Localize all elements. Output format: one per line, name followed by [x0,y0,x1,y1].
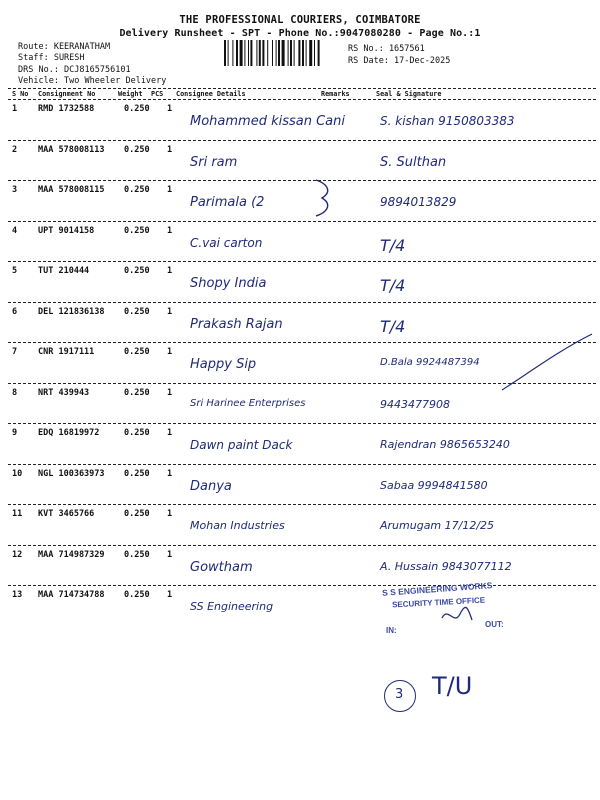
row-consignee-handwritten: Gowtham [190,559,253,575]
barcode-bar [244,40,245,66]
col-header-pcs: PCS [151,90,164,98]
table-header-rule [8,99,596,100]
row-consignee-handwritten: Mohammed kissan Cani [190,114,346,129]
company-title: THE PROFESSIONAL COURIERS, COIMBATORE [179,14,421,26]
barcode-bar [224,40,226,66]
row-sno: 10 [12,468,23,479]
row-pcs: 1 [167,306,173,317]
barcode-bar [302,40,304,66]
row-consignment-no: MAA 714734788 [38,590,105,600]
row-consignment-no: EDQ 16819972 [38,428,100,438]
row-divider [8,261,596,262]
col-header-weight: Weight [118,90,143,98]
row-signature-handwritten: 9894013829 [380,195,457,209]
row-weight: 0.250 [124,266,150,276]
row-pcs: 1 [167,225,173,236]
row-consignee-handwritten: SS Engineering [190,600,274,613]
row-consignee-handwritten: Happy Sip [190,357,257,372]
barcode-bar [298,40,300,66]
stamp-company: S S ENGINEERING WORKS [381,580,493,598]
barcode-bar [294,40,295,66]
barcode-bar [318,40,320,66]
row-signature-handwritten: S. Sulthan [380,154,447,170]
row-weight: 0.250 [124,306,150,317]
row-weight: 0.250 [124,468,150,479]
row-divider [8,302,596,303]
stamp-in: IN: [386,626,397,635]
footnote-mark: T/U [432,672,473,700]
row-consignee-handwritten: Prakash Rajan [190,316,283,332]
barcode-bar [290,40,292,66]
circled-number-text: 3 [395,687,404,702]
row-divider [8,221,596,222]
row-sno: 6 [12,306,18,317]
row-weight: 0.250 [124,185,150,195]
row-consignee-handwritten: Mohan Industries [190,519,285,532]
drs-label: DRS No.: DCJ8165756101 [18,65,131,75]
row-signature-handwritten: Arumugam 17/12/25 [380,519,495,532]
row-consignee-handwritten: Dawn paint Dack [190,438,293,452]
row-pcs: 1 [167,549,173,560]
row-weight: 0.250 [124,225,150,236]
row-sno: 7 [12,347,18,357]
row-signature-handwritten: S. kishan 9150803383 [380,114,515,128]
row-pcs: 1 [167,428,173,438]
barcode-bar [236,40,238,66]
barcode-bar [272,40,273,66]
stamp-office: SECURITY TIME OFFICE [391,595,486,610]
row-divider [8,545,596,546]
row-pcs: 1 [167,590,173,600]
row-divider [8,464,596,465]
circled-number [384,680,416,712]
barcode-bar [267,40,268,66]
row-divider [8,504,596,505]
row-sno: 13 [12,590,23,600]
row-consignment-no: TUT 210444 [38,266,90,276]
barcode-bar [314,40,315,66]
barcode-bar [240,40,243,66]
row-pcs: 1 [167,266,173,276]
row-sno: 5 [12,266,18,276]
barcode-bar [262,40,264,66]
row-weight: 0.250 [124,590,150,600]
row-consignment-no: DEL 121836138 [38,306,105,317]
row-consignment-no: MAA 578008115 [38,185,105,195]
brace-mark [310,178,340,218]
col-header-consignment: Consignment No [38,90,96,98]
row-consignee-handwritten: Parimala (2 [190,195,265,210]
row-signature-handwritten: Rajendran 9865653240 [380,438,510,451]
row-weight: 0.250 [124,104,150,114]
col-header-sno: S No [12,90,29,98]
barcode-bar [248,40,249,66]
barcode-bar [278,40,280,66]
row-signature-handwritten: T/4 [380,276,406,295]
row-consignment-no: MAA 714987329 [38,549,105,560]
route-label: Route: KEERANATHAM [18,42,111,52]
col-header-seal: Seal & Signature [376,90,442,98]
row-sno: 9 [12,428,18,438]
row-consignee-handwritten: Shopy India [190,276,267,291]
row-consignment-no: NRT 439943 [38,387,90,398]
row-pcs: 1 [167,387,173,398]
row-consignment-no: NGL 100363973 [38,468,105,479]
row-divider [8,423,596,424]
row-consignee-handwritten: Sri ram [190,154,238,170]
row-signature-handwritten: 9443477908 [380,397,450,411]
barcode-bar [256,40,257,66]
row-pcs: 1 [167,104,173,114]
row-pcs: 1 [167,347,173,357]
row-sno: 12 [12,549,23,560]
staff-label: Staff: SURESH [18,53,85,63]
row-consignment-no: CNR 1917111 [38,347,95,357]
stamp-signature [440,604,474,628]
row-sno: 1 [12,104,18,114]
row-consignment-no: KVT 3465766 [38,509,95,519]
row-pcs: 1 [167,509,173,519]
rs-number: RS No.: 1657561 [348,44,425,54]
row-consignee-handwritten: Sri Harinee Enterprises [190,397,306,409]
barcode-bar [250,40,252,66]
row-consignment-no: MAA 578008113 [38,144,105,155]
row-sno: 3 [12,185,18,195]
row-pcs: 1 [167,185,173,195]
barcode-bar [282,40,285,66]
barcode-bar [228,40,229,66]
row-consignment-no: RMD 1732588 [38,104,95,114]
row-weight: 0.250 [124,428,150,438]
barcode-bar [259,40,261,66]
vehicle-label: Vehicle: Two Wheeler Delivery [18,76,167,86]
barcode-bar [232,40,233,66]
barcode-bar [276,40,277,66]
row-sno: 2 [12,144,18,155]
barcode-bar [309,40,312,66]
row-weight: 0.250 [124,347,150,357]
row-signature-handwritten: Sabaa 9994841580 [380,478,488,492]
row-weight: 0.250 [124,144,150,155]
stamp-out: OUT: [485,620,504,629]
table-top-rule [8,88,596,89]
row-consignee-handwritten: C.vai carton [190,235,263,250]
pen-stroke [500,332,595,392]
barcode-bar [288,40,289,66]
row-sno: 4 [12,225,18,236]
row-weight: 0.250 [124,549,150,560]
row-signature-handwritten: T/4 [380,235,406,255]
barcode [224,40,344,66]
row-consignment-no: UPT 9014158 [38,225,95,236]
col-header-consignee: Consignee Details [176,90,246,98]
row-divider [8,180,596,181]
row-divider [8,585,596,586]
row-divider [8,140,596,141]
runsheet-subtitle: Delivery Runsheet - SPT - Phone No.:9047080280 - Page No.:1 [119,28,481,39]
row-sno: 11 [12,509,23,519]
row-weight: 0.250 [124,387,150,398]
col-header-remarks: Remarks [321,90,350,98]
row-consignee-handwritten: Danya [190,478,232,494]
row-signature-handwritten: D.Bala 9924487394 [380,357,480,368]
barcode-bar [306,40,307,66]
rs-date: RS Date: 17-Dec-2025 [348,56,451,66]
row-weight: 0.250 [124,509,150,519]
row-pcs: 1 [167,468,173,479]
row-sno: 8 [12,387,18,398]
row-signature-handwritten: T/4 [380,316,406,336]
row-signature-handwritten: A. Hussain 9843077112 [380,559,512,573]
row-pcs: 1 [167,144,173,155]
